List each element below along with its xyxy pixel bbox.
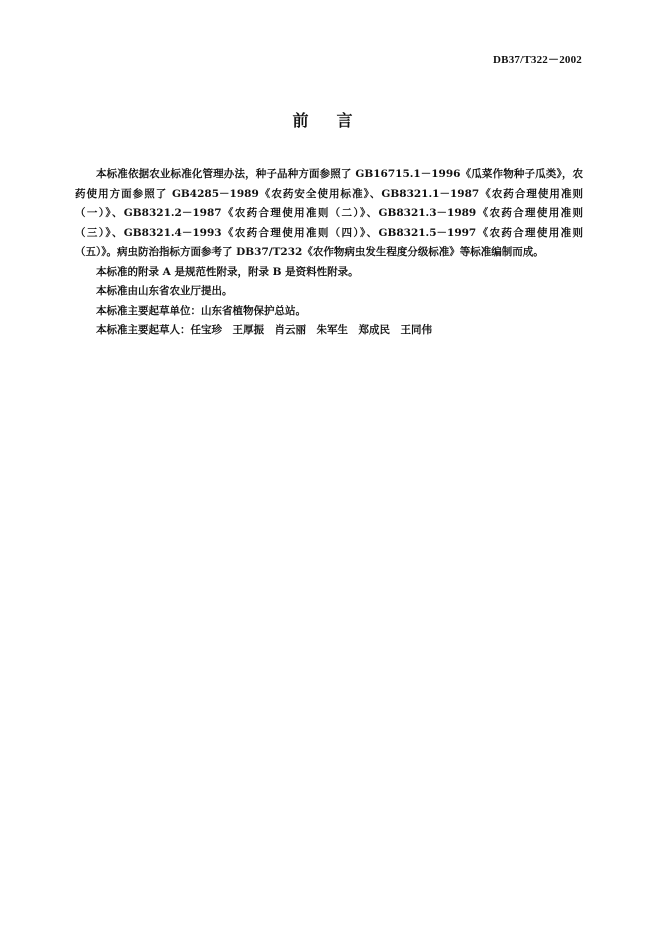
document-code: DB37/T322－2002 bbox=[493, 54, 582, 66]
foreword-paragraph-references: 本标准依据农业标准化管理办法，种子品种方面参照了 GB16715.1－1996《瓜菜作物种子瓜类》，农药使用方面参照了 GB4285－1989《农药安全使用标准》、GB8321.1－1987《农药合理使用准则（一）》、GB8321.2－1987《农药合理使用准则（二）》、GB8321.3－1989《农药合理使用准则（三）》、GB8321.4－1993《农药合理使用准则（四）》、GB8321.5－1997《农药合理使用准则（五）》。病虫防治指标方面参考了 DB37/T232《农作物病虫发生程度分级标准》等标准编制而成。 bbox=[75, 168, 583, 258]
foreword-paragraph-drafters: 本标准主要起草人：任宝珍 王厚振 肖云丽 朱军生 郑成民 王同伟 bbox=[96, 324, 432, 336]
foreword-paragraph-appendix: 本标准的附录 A 是规范性附录，附录 B 是资料性附录。 bbox=[96, 265, 359, 278]
page-title: 前言 bbox=[292, 111, 381, 130]
foreword-paragraph-drafting-unit: 本标准主要起草单位：山东省植物保护总站。 bbox=[96, 304, 306, 317]
foreword-body bbox=[75, 165, 583, 341]
foreword-paragraph-proposer: 本标准由山东省农业厅提出。 bbox=[96, 285, 233, 297]
